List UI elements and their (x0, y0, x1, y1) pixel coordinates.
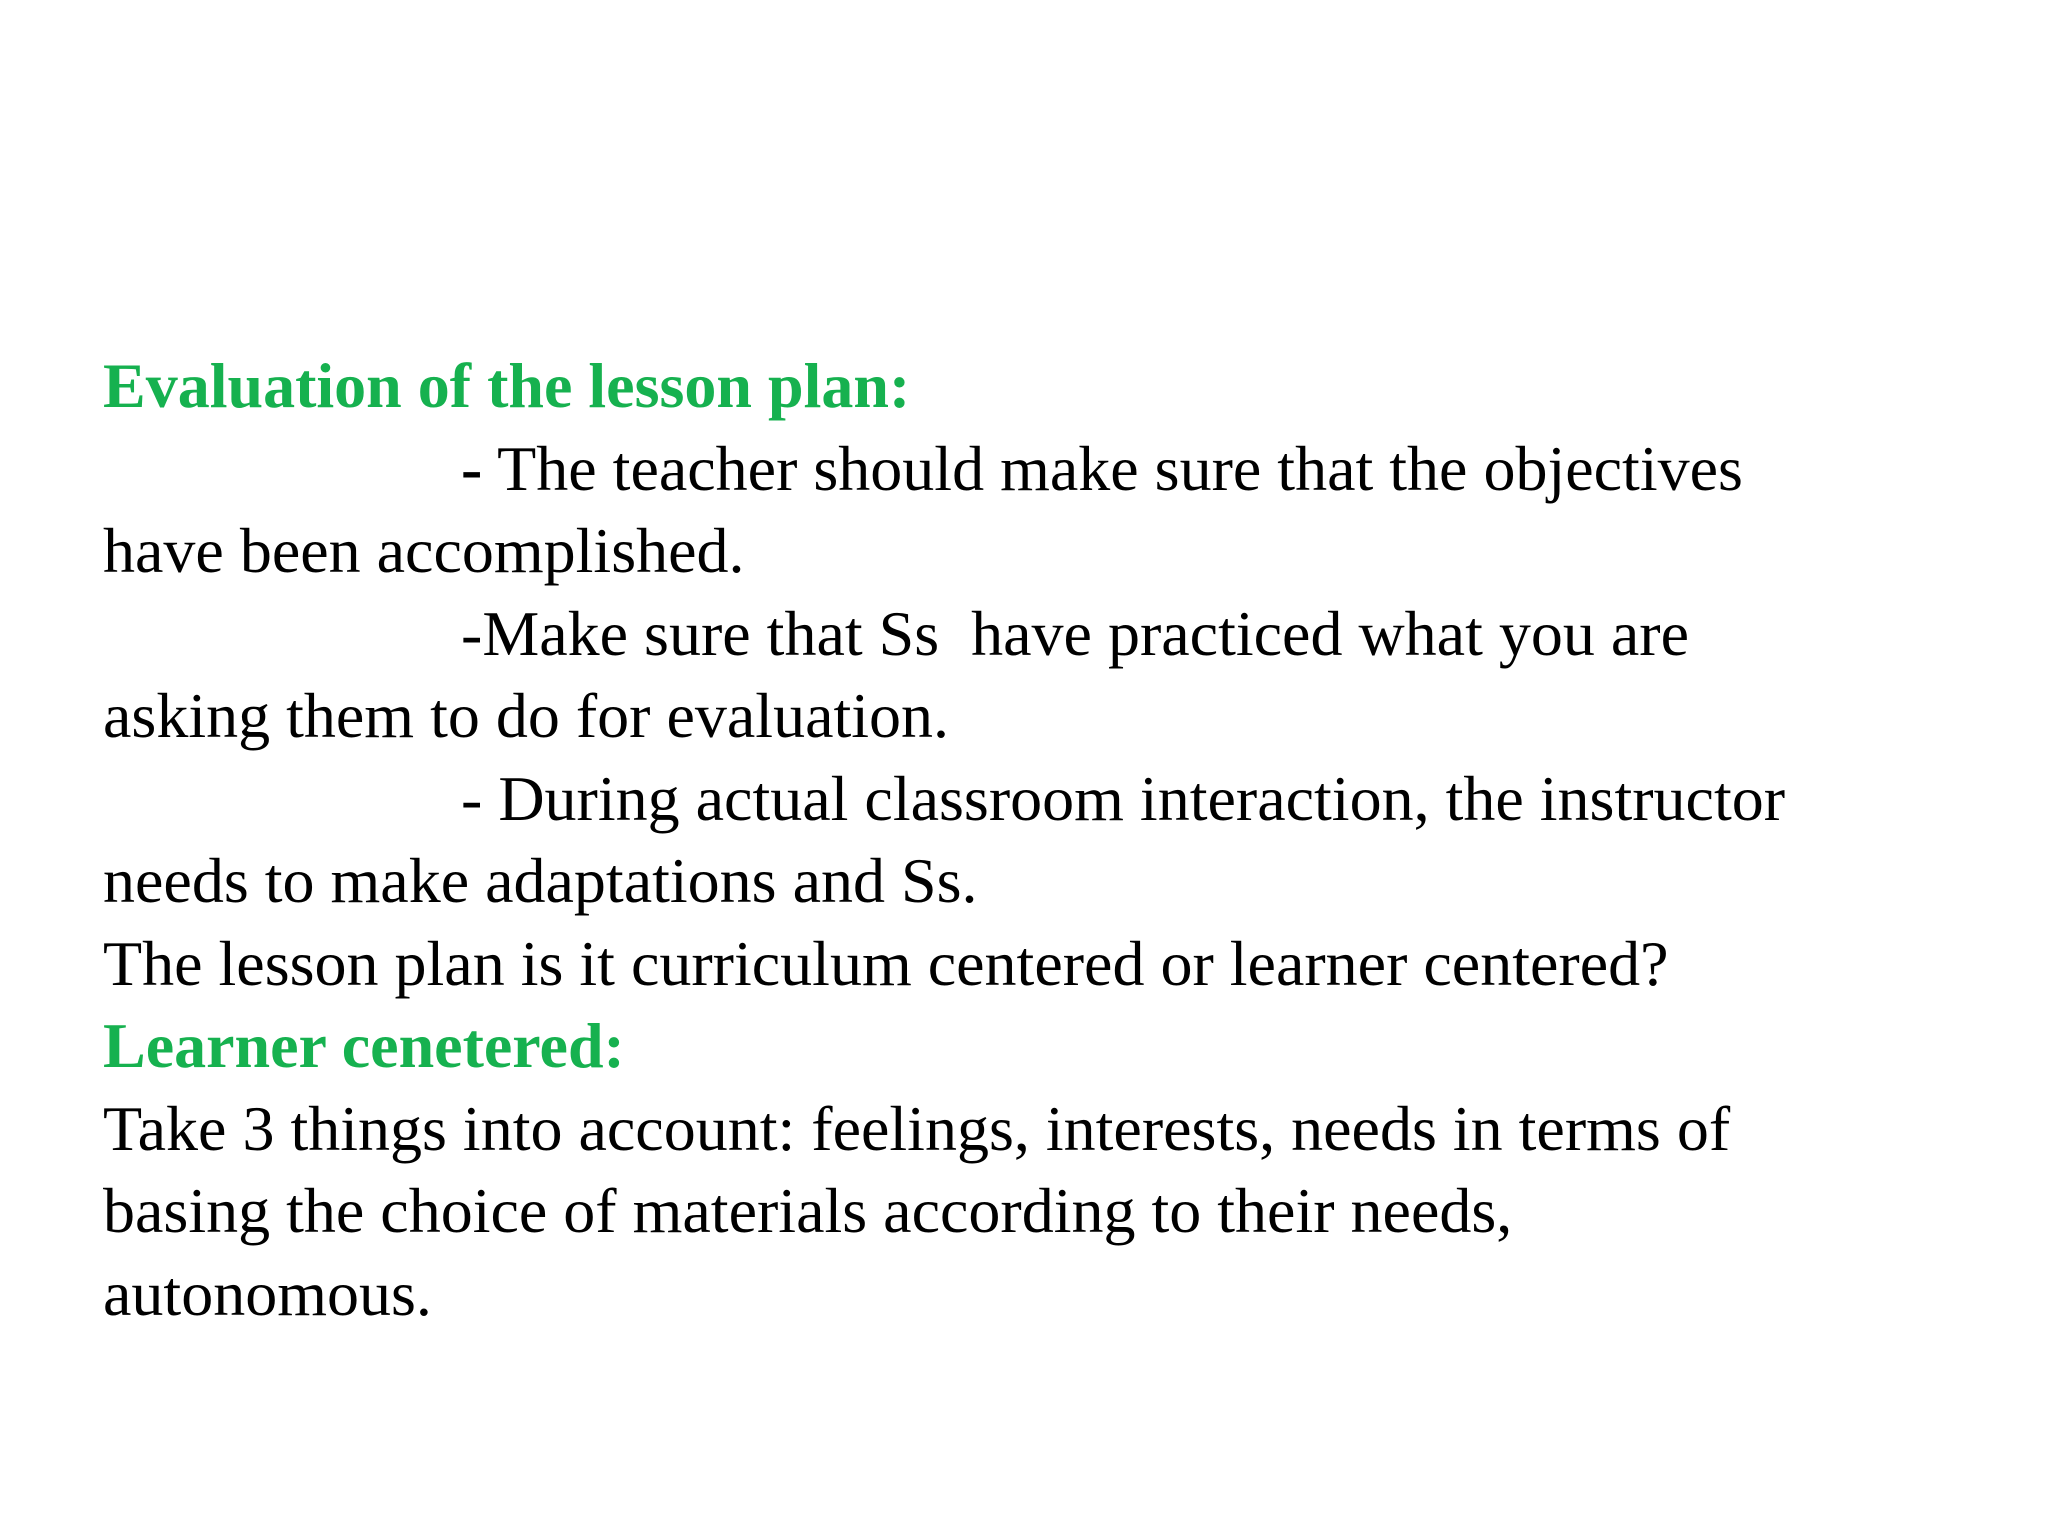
learner-centered-heading: Learner cenetered: (103, 1010, 625, 1081)
point-1-continuation: have been accomplished. (103, 515, 745, 586)
question-line: The lesson plan is it curriculum centered or learner centered? (103, 927, 1669, 999)
point-1-dash: - (461, 432, 483, 504)
point-1-text: The teacher should make sure that the objectives (482, 432, 1743, 504)
point-3: - During actual classroom interaction, the instructor (461, 762, 1786, 834)
learner-line-1: Take 3 things into account: feelings, interests, needs in terms of (103, 1092, 1731, 1164)
point-2-continuation: asking them to do for evaluation. (103, 680, 950, 751)
slide-body (103, 345, 1963, 1335)
point-2: -Make sure that Ss have practiced what you are (461, 597, 1689, 669)
learner-line-2: basing the choice of materials according to their needs, (103, 1175, 1513, 1246)
evaluation-heading: Evaluation of the lesson plan: (103, 350, 911, 421)
point-1 (103, 428, 1963, 511)
learner-line-3: autonomous. (103, 1257, 432, 1329)
point-3-continuation: needs to make adaptations and Ss. (103, 845, 978, 916)
